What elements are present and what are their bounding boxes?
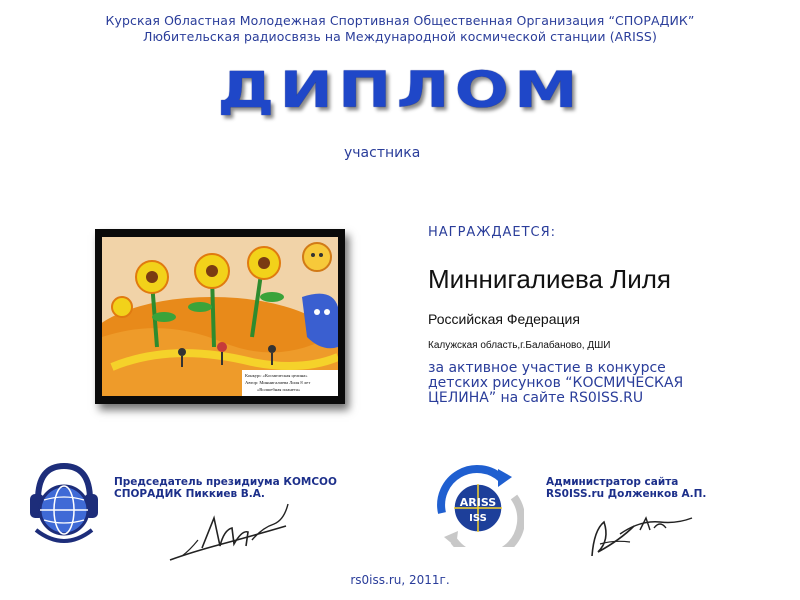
admin-line2 bbox=[546, 488, 706, 500]
drawing-frame bbox=[95, 229, 345, 404]
drawing-caption-line1: Конкурс «Космическая целина» bbox=[245, 373, 308, 378]
admin-site: RS0ISS.ru bbox=[546, 488, 605, 500]
children-drawing-image bbox=[102, 237, 338, 396]
award-reason-line3: ЦЕЛИНА” на сайте RS0ISS.RU bbox=[428, 390, 644, 406]
organization-header: Курская Областная Молодежная Спортивная Общественная Организация “СПОРАДИК” bbox=[105, 13, 695, 28]
recipient-country: Российская Федерация bbox=[428, 311, 580, 327]
iss-logo-text: ISS bbox=[469, 513, 487, 524]
award-reason-line1: за активное участие в конкурсе bbox=[428, 360, 666, 376]
award-reason-line2: детских рисунков “КОСМИЧЕСКАЯ bbox=[428, 375, 684, 391]
drawing-caption-line3: «Волшебная планета» bbox=[257, 387, 301, 392]
diploma-title: ДИПЛОМ bbox=[217, 62, 583, 120]
footer-site-year: rs0iss.ru, 2011г. bbox=[350, 573, 450, 587]
chair-line2: СПОРАДИК Пиккиев В.А. bbox=[114, 488, 265, 500]
chair-title bbox=[114, 476, 337, 500]
ariss-logo bbox=[432, 463, 524, 547]
diploma-subtitle: участника bbox=[344, 145, 421, 161]
admin-line1: Администратор сайта bbox=[546, 476, 679, 488]
chair-signature bbox=[162, 500, 294, 570]
admin-signature bbox=[580, 500, 700, 564]
chair-line1: Председатель президиума КОМСОО bbox=[114, 476, 337, 488]
ariss-header: Любительская радиосвязь на Международной космической станции (ARISS) bbox=[143, 29, 657, 44]
awarded-label: НАГРАЖДАЕТСЯ: bbox=[428, 225, 557, 240]
ariss-logo-text: ARISS bbox=[459, 496, 497, 509]
sporadik-globe-logo bbox=[26, 460, 102, 552]
admin-title bbox=[546, 476, 706, 500]
recipient-name: Миннигалиева Лиля bbox=[428, 264, 671, 294]
admin-name: Долженков А.П. bbox=[604, 488, 707, 500]
award-reason bbox=[428, 361, 768, 406]
drawing-caption-line2: Автор: Миннигалиева Лиля 8 лет bbox=[245, 380, 311, 385]
recipient-region: Калужская область,г.Балабаново, ДШИ bbox=[428, 340, 611, 351]
